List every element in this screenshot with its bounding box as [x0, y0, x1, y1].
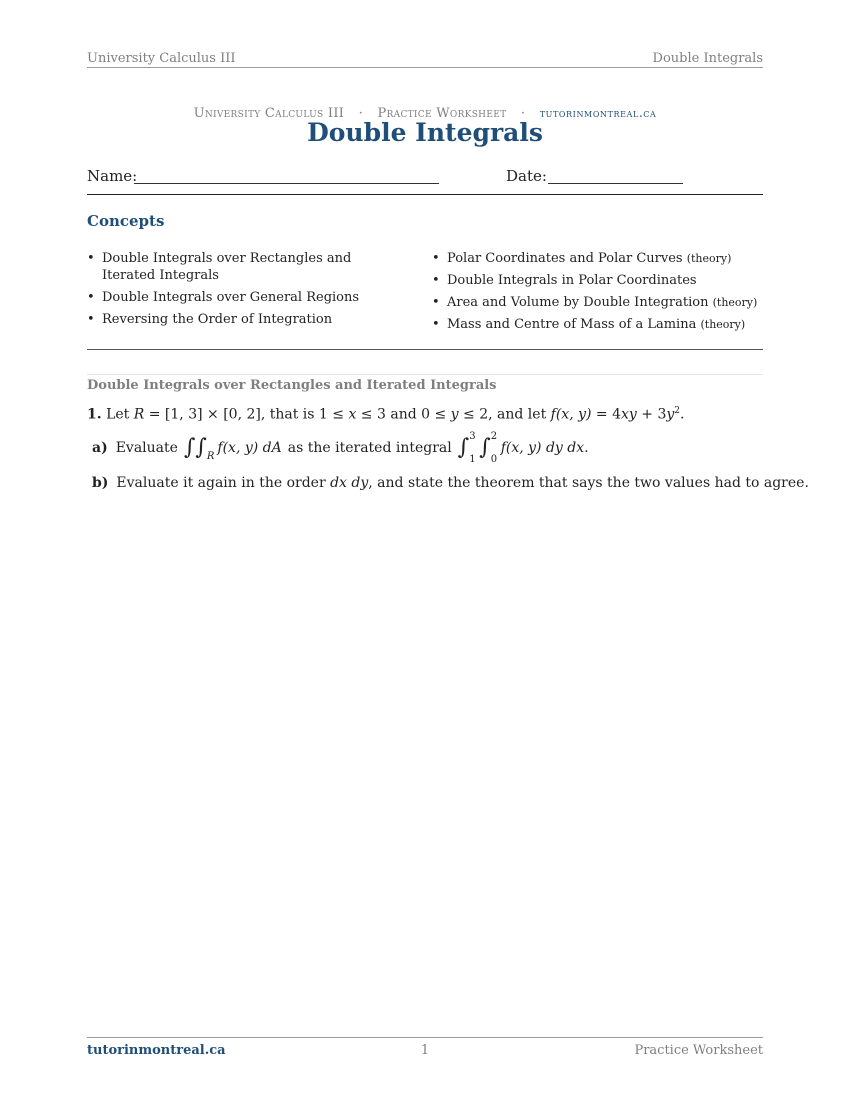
inner-upper-limit: 2	[490, 431, 498, 442]
inner-integral-sign: ∫	[479, 435, 491, 460]
date-field[interactable]	[548, 183, 683, 184]
title-rule	[87, 194, 763, 195]
concept-item	[432, 294, 762, 311]
section-rule	[87, 374, 763, 375]
part-text: Evaluate	[115, 440, 178, 456]
part-text: as the iterated integral	[287, 440, 452, 456]
concept-text: Mass and Centre of Mass of a Lamina	[447, 317, 697, 332]
integrand: f(x, y) dA	[217, 440, 282, 456]
stem-text: = [1, 3] × [0, 2], that is 1 ≤	[144, 406, 349, 423]
theory-tag: (theory)	[712, 296, 758, 309]
concepts-list-right	[432, 250, 762, 338]
concept-text: Area and Volume by Double Integration	[447, 295, 709, 310]
problem-1-stem	[87, 406, 684, 423]
problem-1b	[92, 475, 809, 491]
bullet: •	[432, 273, 440, 288]
part-text: , and state the theorem that says the two values had to agree.	[368, 475, 809, 491]
bullet: •	[432, 251, 440, 266]
stem-text: Let	[106, 406, 134, 423]
banner-course: University Calculus III	[193, 106, 345, 121]
bullet: •	[432, 295, 440, 310]
stem-text: .	[680, 406, 685, 423]
bullet: •	[87, 251, 95, 266]
concept-item	[87, 289, 392, 306]
stem-text: + 3	[636, 406, 667, 423]
concept-text: Polar Coordinates and Polar Curves	[447, 251, 683, 266]
inner-lower-limit: 0	[490, 454, 498, 465]
running-header-topic: Double Integrals	[652, 51, 763, 66]
exponent: 2	[674, 406, 681, 416]
math-function: f(x, y)	[550, 406, 592, 423]
concepts-heading: Concepts	[87, 212, 165, 230]
concept-text: Double Integrals in Polar Coordinates	[447, 273, 697, 288]
theory-tag: (theory)	[686, 252, 732, 265]
outer-upper-limit: 3	[469, 431, 476, 442]
banner-separator: ·	[520, 106, 526, 121]
math-var: y	[450, 406, 459, 423]
double-integral-sign: ∫∫	[183, 435, 207, 460]
theory-tag: (theory)	[700, 318, 746, 331]
problem-1a	[92, 428, 589, 468]
footer-site-link[interactable]: tutorinmontreal.ca	[87, 1043, 226, 1058]
concept-item	[432, 316, 762, 333]
part-text: .	[584, 440, 589, 456]
inner-limits	[491, 431, 501, 465]
part-text: Evaluate it again in the order	[116, 475, 331, 491]
concept-text: Double Integrals over Rectangles and Iterated Integrals	[102, 251, 352, 283]
name-field[interactable]	[134, 183, 439, 184]
outer-integral-sign: ∫	[457, 435, 470, 460]
page-title: Double Integrals	[307, 118, 543, 147]
section-heading: Double Integrals over Rectangles and Iterated Integrals	[87, 378, 497, 393]
stem-text: ≤ 3 and 0 ≤	[356, 406, 451, 423]
stem-text: ≤ 2, and let	[458, 406, 551, 423]
name-label: Name:	[87, 167, 138, 185]
concepts-list-left	[87, 250, 392, 333]
math-var: x	[348, 406, 357, 423]
part-label: b)	[92, 475, 109, 491]
concept-item	[432, 250, 762, 267]
bullet: •	[432, 317, 440, 332]
date-label: Date:	[506, 167, 547, 185]
outer-limits	[469, 431, 479, 465]
banner-site-link[interactable]: tutorinmontreal.ca	[539, 106, 657, 120]
footer-doc-type: Practice Worksheet	[634, 1043, 763, 1058]
math-var: xy	[621, 406, 637, 423]
concept-item	[87, 250, 392, 284]
integration-order: dx dy	[330, 475, 369, 491]
math-var: R	[133, 406, 145, 423]
concept-text: Double Integrals over General Regions	[102, 290, 360, 305]
banner-kind: Practice Worksheet	[377, 106, 507, 121]
running-header-course: University Calculus III	[87, 51, 236, 66]
footer-rule	[87, 1037, 763, 1038]
concepts-rule	[87, 349, 763, 350]
outer-lower-limit: 1	[469, 454, 476, 465]
part-label: a)	[92, 440, 108, 456]
banner-separator: ·	[358, 106, 364, 121]
iterated-integrand: f(x, y) dy dx	[500, 440, 585, 456]
page-number: 1	[420, 1043, 430, 1058]
region-subscript: R	[206, 450, 215, 462]
bullet: •	[87, 312, 95, 327]
stem-text: = 4	[591, 406, 622, 423]
bullet: •	[87, 290, 95, 305]
concept-item	[87, 311, 392, 328]
problem-number: 1.	[87, 406, 102, 423]
header-rule	[87, 67, 763, 68]
concept-item	[432, 272, 762, 289]
concept-text: Reversing the Order of Integration	[102, 312, 333, 327]
math-var: y	[666, 406, 675, 423]
